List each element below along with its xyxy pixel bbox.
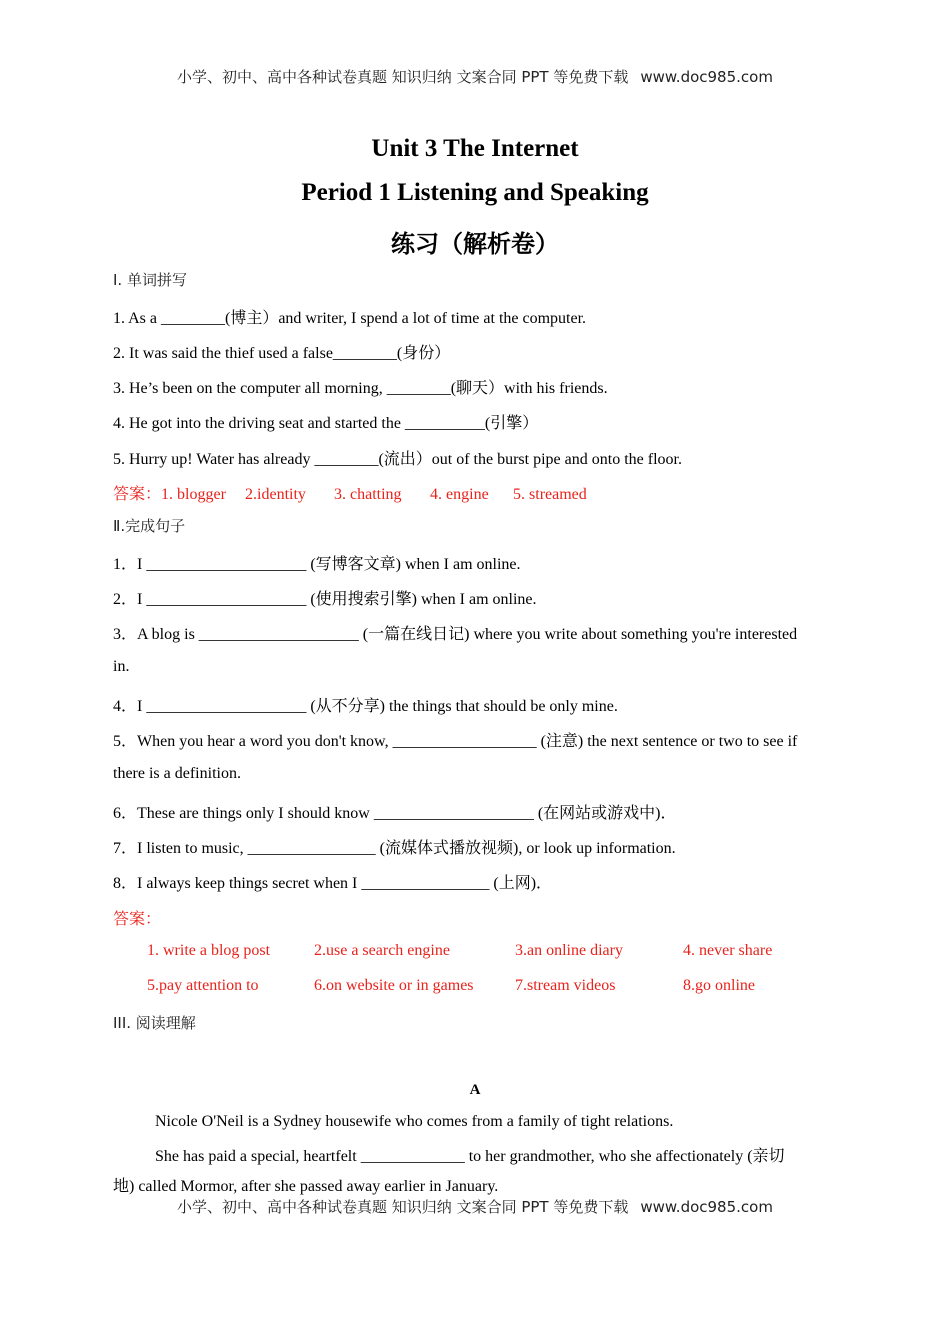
passage-paragraph-2-cont: 地) called Mormor, after she passed away earlier in January.: [113, 1178, 499, 1195]
s2-answer-5: 5.pay attention to: [147, 977, 259, 994]
s2-answer-8: 8.go online: [683, 977, 755, 994]
s2-item-1: 1．I ____________________ (写博客文章) when I am online.: [113, 556, 521, 573]
title-unit: Unit 3 The Internet: [371, 135, 579, 162]
s2-answer-6: 6.on website or in games: [314, 977, 474, 994]
s2-answer-label: 答案：: [113, 911, 162, 928]
s1-item-5: 5. Hurry up! Water has already ________(流出）out of the burst pipe and onto the floor.: [113, 451, 682, 468]
s2-item-3: 3．A blog is ____________________ (一篇在线日记) where you write about something you're interested: [113, 626, 798, 643]
s2-item-6: 6．These are things only I should know ____________________ (在网站或游戏中)．: [113, 805, 677, 822]
s1-answers: [113, 481, 587, 504]
s2-item-5: 5．When you hear a word you don't know, __________________ (注意) the next sentence or two to see if: [113, 733, 798, 750]
title-period: Period 1 Listening and Speaking: [301, 179, 649, 206]
s1-answer-label: 答案：: [113, 486, 162, 503]
s1-answer-2: 2.identity: [245, 486, 306, 503]
page-footer: [0, 1196, 950, 1217]
s2-item-7: 7．I listen to music, ________________ (流媒体式播放视频), or look up information.: [113, 840, 676, 857]
s2-answer-7: 7.stream videos: [515, 977, 616, 994]
s1-item-3: 3. He’s been on the computer all morning, ________(聊天）with his friends.: [113, 380, 608, 397]
header-url[interactable]: www.doc985.com: [640, 68, 773, 86]
s1-answer-5: 5. streamed: [513, 486, 587, 503]
s1-answer-3: 3. chatting: [334, 486, 402, 503]
footer-text: 小学、初中、高中各种试卷真题 知识归纳 文案合同 PPT 等免费下载: [177, 1198, 629, 1216]
section3-heading: III. 阅读理解: [113, 1014, 196, 1032]
s2-item-3-cont: in.: [113, 658, 130, 675]
s2-answer-1: 1. write a blog post: [147, 942, 271, 959]
s2-item-8: 8．I always keep things secret when I ________________ (上网)．: [113, 875, 553, 892]
passage-paragraph-2: She has paid a special, heartfelt _____________ to her grandmother, who she affectionately (亲切: [155, 1148, 785, 1165]
s1-item-1: 1. As a ________(博主）and writer, I spend a lot of time at the computer.: [113, 310, 587, 327]
s2-item-5-cont: there is a definition.: [113, 765, 241, 782]
page-header: [0, 66, 950, 87]
footer-url[interactable]: www.doc985.com: [640, 1198, 773, 1216]
s2-answer-3: 3.an online diary: [515, 942, 623, 959]
s2-item-4: 4．I ____________________ (从不分享) the things that should be only mine.: [113, 698, 618, 715]
section2-heading: Ⅱ.完成句子: [113, 517, 186, 535]
passage-label: A: [469, 1082, 481, 1098]
s2-answer-4: 4. never share: [683, 942, 773, 959]
s1-item-4: 4. He got into the driving seat and started the __________(引擎）: [113, 415, 539, 432]
s1-answer-4: 4. engine: [430, 486, 489, 503]
s2-answer-2: 2.use a search engine: [314, 942, 450, 959]
s1-answer-1: 1. blogger: [161, 486, 226, 503]
passage-paragraph-1: Nicole O'Neil is a Sydney housewife who comes from a family of tight relations.: [155, 1113, 674, 1130]
s1-item-2: 2. It was said the thief used a false________(身份）: [113, 345, 451, 362]
section1-heading: Ⅰ. 单词拼写: [113, 271, 187, 289]
title-exercise: 练习（解析卷）: [391, 230, 559, 258]
header-text: 小学、初中、高中各种试卷真题 知识归纳 文案合同 PPT 等免费下载: [177, 68, 629, 86]
s2-item-2: 2．I ____________________ (使用搜索引擎) when I am online.: [113, 591, 537, 608]
